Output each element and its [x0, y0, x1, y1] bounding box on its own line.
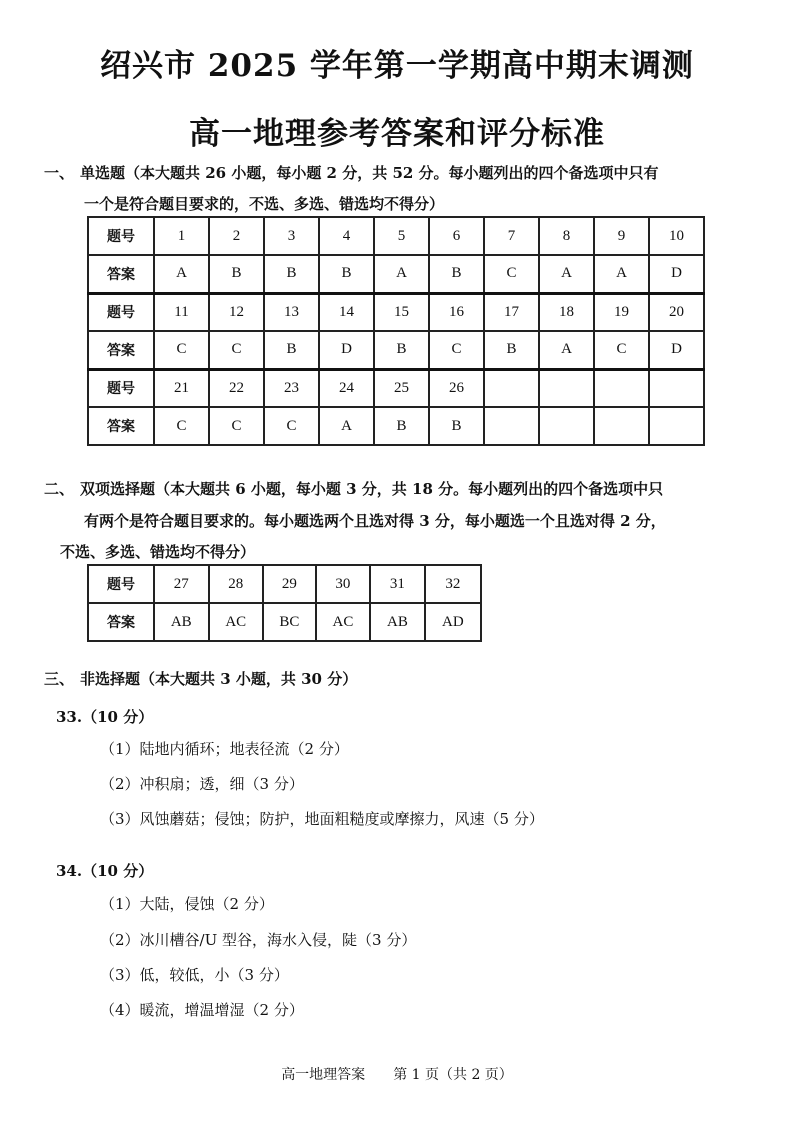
question-number-cell: 11 — [154, 293, 209, 331]
section3-heading — [44, 668, 357, 689]
question-number-cell: 3 — [264, 217, 319, 255]
answer-cell: A — [594, 255, 649, 293]
answer-cell: B — [429, 255, 484, 293]
question-number-label: 题号 — [88, 369, 154, 407]
section2-heading — [44, 478, 663, 499]
question-number-label: 题号 — [88, 565, 154, 603]
answer-cell: AB — [154, 603, 209, 641]
answer-cell: C — [264, 407, 319, 445]
question-34-answer-4: （4）暖流，增温增湿（2 分） — [100, 1001, 304, 1019]
answer-cell: C — [154, 331, 209, 369]
answer-cell: A — [374, 255, 429, 293]
question-number-row — [88, 217, 704, 255]
question-number-cell: 4 — [319, 217, 374, 255]
answer-row — [88, 603, 481, 641]
section3-title: 非选择题（本大题共 3 小题，共 30 分） — [80, 670, 358, 688]
question-34-title: 34.（10 分） — [56, 862, 154, 880]
question-number-cell: 31 — [370, 565, 425, 603]
answer-cell: D — [319, 331, 374, 369]
question-number-cell: 9 — [594, 217, 649, 255]
answer-cell: A — [319, 407, 374, 445]
answer-cell: B — [374, 331, 429, 369]
answer-cell: AC — [316, 603, 371, 641]
question-number-cell: 16 — [429, 293, 484, 331]
question-number-cell: 29 — [263, 565, 316, 603]
question-number-cell: 12 — [209, 293, 264, 331]
question-number-cell: 2 — [209, 217, 264, 255]
answer-cell: B — [319, 255, 374, 293]
question-number-cell: 15 — [374, 293, 429, 331]
question-33-answer-2: （2）冲积扇；透，细（3 分） — [100, 775, 304, 793]
question-number-row — [88, 565, 481, 603]
section1-line2: 一个是符合题目要求的，不选、多选、错选均不得分） — [84, 195, 445, 213]
answer-cell: C — [594, 331, 649, 369]
question-number-cell: 8 — [539, 217, 594, 255]
question-number-cell: 18 — [539, 293, 594, 331]
page-footer — [0, 1064, 794, 1084]
question-number-cell — [594, 369, 649, 407]
question-33-title: 33.（10 分） — [56, 708, 154, 726]
footer-page-number: 第 1 页（共 2 页） — [393, 1067, 513, 1083]
answer-label: 答案 — [88, 255, 154, 293]
question-number-cell: 10 — [649, 217, 704, 255]
question-number-cell: 7 — [484, 217, 539, 255]
section2-number: 二、 — [44, 480, 75, 498]
section1-number: 一、 — [44, 164, 75, 182]
exam-title: 绍兴市 2025 学年第一学期高中期末调测 — [100, 48, 694, 84]
question-number-cell: 5 — [374, 217, 429, 255]
question-number-label: 题号 — [88, 217, 154, 255]
question-34-answer-1: （1）大陆，侵蚀（2 分） — [100, 895, 274, 913]
question-number-cell — [649, 369, 704, 407]
answer-cell: B — [264, 255, 319, 293]
answer-cell: C — [429, 331, 484, 369]
question-34-answer-2: （2）冰川槽谷/U 型谷，海水入侵，陡（3 分） — [100, 931, 417, 949]
answer-key-title: 高一地理参考答案和评分标准 — [189, 116, 605, 152]
section2-answer-table — [87, 564, 482, 642]
question-number-cell — [539, 369, 594, 407]
answer-cell — [484, 407, 539, 445]
answer-cell — [539, 407, 594, 445]
footer-subject: 高一地理答案 — [281, 1067, 366, 1083]
answer-cell: B — [484, 331, 539, 369]
question-number-cell: 32 — [425, 565, 481, 603]
answer-cell — [649, 407, 704, 445]
answer-label: 答案 — [88, 331, 154, 369]
question-number-cell — [484, 369, 539, 407]
answer-cell: C — [209, 331, 264, 369]
section1-answer-table — [87, 216, 705, 446]
question-33-answer-3: （3）风蚀蘑菇；侵蚀；防护，地面粗糙度或摩擦力，风速（5 分） — [100, 810, 544, 828]
question-number-row — [88, 369, 704, 407]
answer-cell: D — [649, 255, 704, 293]
answer-row — [88, 255, 704, 293]
answer-cell: A — [539, 331, 594, 369]
answer-cell: B — [264, 331, 319, 369]
answer-row — [88, 407, 704, 445]
answer-cell: AC — [209, 603, 264, 641]
answer-label: 答案 — [88, 407, 154, 445]
section1-heading — [44, 162, 659, 183]
question-number-cell: 24 — [319, 369, 374, 407]
question-33-answer-1: （1）陆地内循环；地表径流（2 分） — [100, 740, 349, 758]
answer-cell: A — [539, 255, 594, 293]
question-number-cell: 23 — [264, 369, 319, 407]
question-number-cell: 25 — [374, 369, 429, 407]
answer-cell — [594, 407, 649, 445]
question-number-cell: 1 — [154, 217, 209, 255]
question-number-cell: 14 — [319, 293, 374, 331]
question-number-cell: 6 — [429, 217, 484, 255]
answer-row — [88, 331, 704, 369]
question-number-cell: 19 — [594, 293, 649, 331]
section1-line1: 单选题（本大题共 26 小题，每小题 2 分，共 52 分。每小题列出的四个备选项中只有 — [80, 164, 659, 182]
question-number-cell: 26 — [429, 369, 484, 407]
answer-cell: AD — [425, 603, 481, 641]
answer-cell: B — [209, 255, 264, 293]
question-number-cell: 30 — [316, 565, 371, 603]
question-number-cell: 27 — [154, 565, 209, 603]
question-number-label: 题号 — [88, 293, 154, 331]
answer-cell: D — [649, 331, 704, 369]
answer-cell: B — [429, 407, 484, 445]
answer-cell: A — [154, 255, 209, 293]
answer-cell: C — [209, 407, 264, 445]
question-number-cell: 20 — [649, 293, 704, 331]
question-number-cell: 21 — [154, 369, 209, 407]
question-number-cell: 17 — [484, 293, 539, 331]
section2-line2: 有两个是符合题目要求的。每小题选两个且选对得 3 分，每小题选一个且选对得 2 分， — [84, 512, 666, 530]
answer-cell: B — [374, 407, 429, 445]
answer-cell: BC — [263, 603, 316, 641]
question-number-cell: 13 — [264, 293, 319, 331]
question-number-cell: 28 — [209, 565, 264, 603]
answer-label: 答案 — [88, 603, 154, 641]
section3-number: 三、 — [44, 670, 75, 688]
section2-line1: 双项选择题（本大题共 6 小题，每小题 3 分，共 18 分。每小题列出的四个备选项中只 — [80, 480, 664, 498]
question-number-cell: 22 — [209, 369, 264, 407]
answer-cell: C — [484, 255, 539, 293]
answer-cell: AB — [370, 603, 425, 641]
section2-line3: 不选、多选、错选均不得分） — [60, 543, 256, 561]
question-number-row — [88, 293, 704, 331]
question-34-answer-3: （3）低，较低，小（3 分） — [100, 966, 289, 984]
answer-cell: C — [154, 407, 209, 445]
